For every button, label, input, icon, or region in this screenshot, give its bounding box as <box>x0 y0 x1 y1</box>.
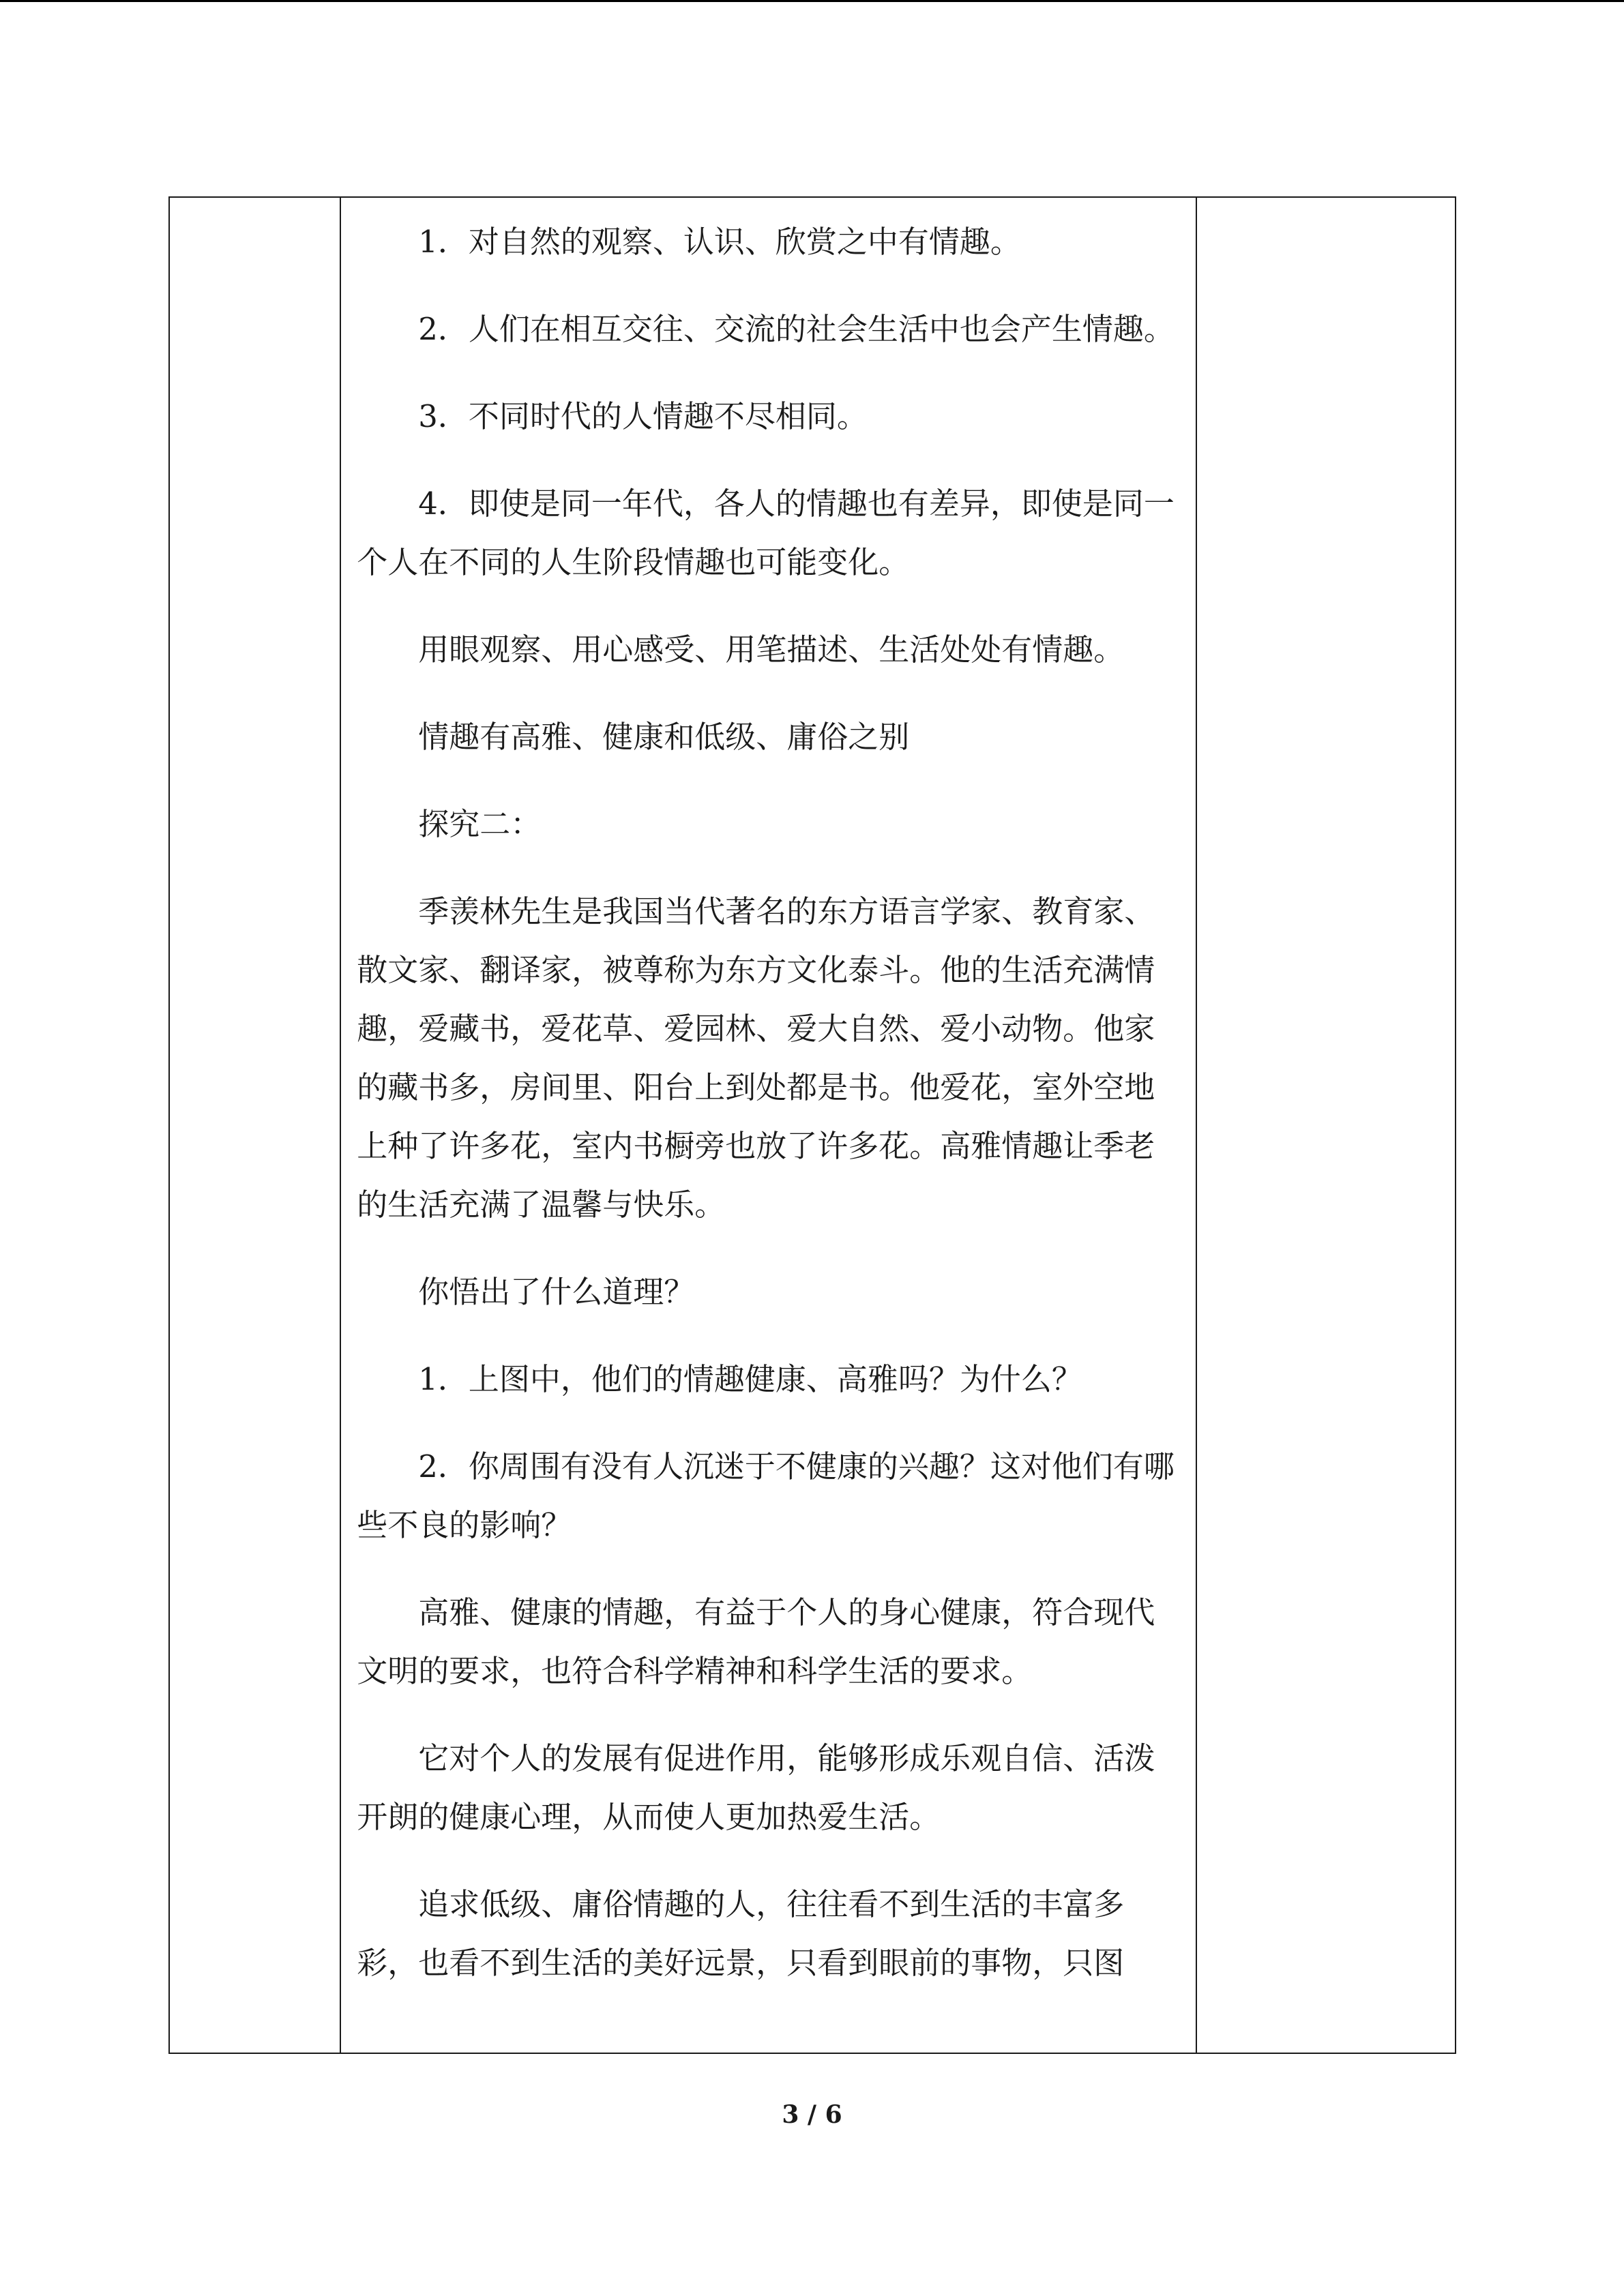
right-cell <box>1196 197 1456 2053</box>
paragraph-personal-development: 它对个人的发展有促进作用，能够形成乐观自信、活泼开朗的健康心理，从而使人更加热爱生活。 <box>357 1740 1155 1835</box>
table-row <box>169 197 1456 2053</box>
lesson-table <box>168 196 1456 2054</box>
left-cell <box>169 197 340 2053</box>
paragraph-social-interaction: 2．人们在相互交往、交流的社会生活中也会产生情趣。 <box>418 311 1175 347</box>
paragraph-question-two: 2．你周围有没有人沉迷于不健康的兴趣？这对他们有哪些不良的影响？ <box>357 1448 1175 1543</box>
page-top-border <box>0 0 1624 2</box>
paragraph-different-eras: 3．不同时代的人情趣不尽相同。 <box>418 398 868 434</box>
paragraph-healthy-interest: 高雅、健康的情趣，有益于个人的身心健康，符合现代文明的要求，也符合科学精神和科学生活的要求。 <box>357 1594 1155 1689</box>
paragraph-exploration-two: 探究二： <box>418 806 542 842</box>
content-cell <box>340 197 1196 2053</box>
paragraph-question-one: 1．上图中，他们的情趣健康、高雅吗？为什么？ <box>418 1361 1082 1397</box>
paragraph-ji-xianlin: 季羡林先生是我国当代著名的东方语言学家、教育家、散文家、翻译家，被尊称为东方文化泰斗。他的生活充满情趣，爱藏书，爱花草、爱园林、爱大自然、爱小动物。他家的藏书多，房间里、阳台上到处都是书。他爱花，室外空地上种了许多花，室内书橱旁也放了许多花。高雅情趣让季老的生活充满了温馨与快乐。 <box>357 893 1155 1223</box>
paragraph-individual-differences: 4．即使是同一年代，各人的情趣也有差异，即使是同一个人在不同的人生阶段情趣也可能变化。 <box>357 486 1175 580</box>
paragraph-vulgar-interest: 追求低级、庸俗情趣的人，往往看不到生活的丰富多彩，也看不到生活的美好远景，只看到眼前的事物，只图 <box>357 1886 1125 1981</box>
paragraph-question-lesson: 你悟出了什么道理？ <box>418 1274 695 1310</box>
paragraph-nature-observation: 1．对自然的观察、认识、欣赏之中有情趣。 <box>418 224 1021 260</box>
paragraph-elegant-vs-vulgar: 情趣有高雅、健康和低级、庸俗之别 <box>418 719 910 755</box>
paragraph-observe-feel-describe: 用眼观察、用心感受、用笔描述、生活处处有情趣。 <box>418 631 1125 668</box>
content-body <box>357 198 1175 1993</box>
page-number: 3 / 6 <box>782 2100 842 2129</box>
